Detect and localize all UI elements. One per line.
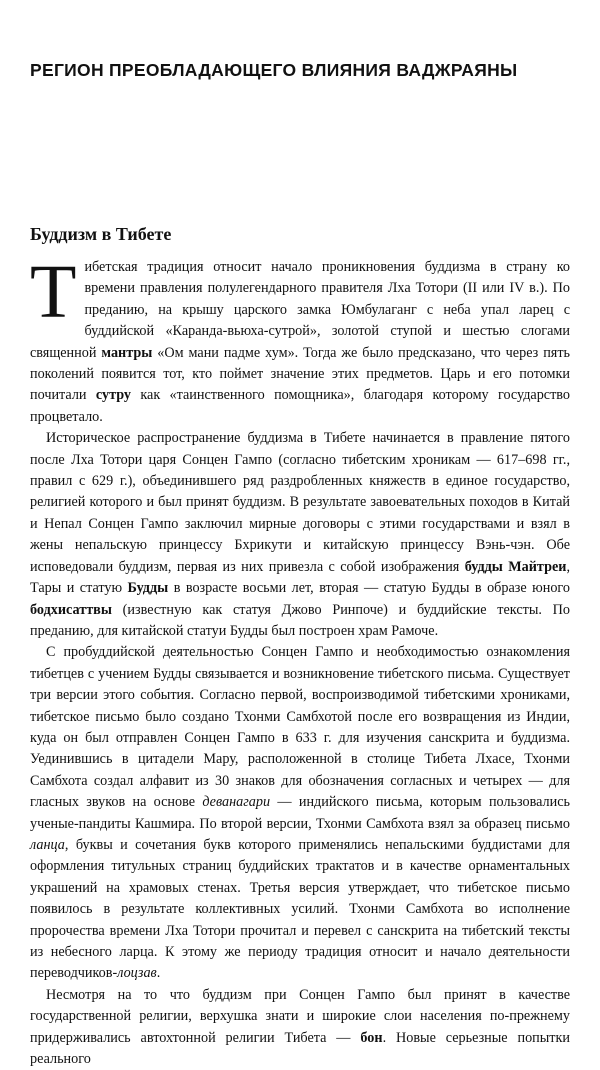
paragraph-1: Тибетская традиция относит начало проникновения буддизма в страну ко времени правления полулегендарного правителя Лха Тотори (II или IV в.). По преданию, на крышу царского замка Юмбулаганг с неба упал ларец с буддийской «Каранда-вьюха-сутрой», золотой ступой и шестью слогами священной мантры «Ом мани падме хум». Тогда же было предсказано, что через пять поколений появится тот, кто поймет значение этих предметов. Царь и его потомки почитали сутру как «таинственного помощника», благодаря которому государство процветало. xyxy=(30,250,571,425)
paragraph-4: Несмотря на то что буддизм при Сонцен Гампо был принят в качестве государственной религии, верхушка знати и широкие слои населения по-прежнему придерживались автохтонной религии Тибета — бон. Новые серьезные попытки реального xyxy=(30,986,570,1068)
term-sutra: сутру xyxy=(95,387,132,404)
paragraph-2: Историческое распространение буддизма в Тибете начинается в правление пятого после Лха Тотори царя Сонцен Гампо (согласно тибетским хроникам — 617–698 гг., правил с 629 г.), объединившего ряд раздробленных княжеств в единое государство, религией которого и был принят буддизм. В результате завоевательных походов в Китай и Непал Сонцен Гампо заключил мирные договоры с этими государствами и взял в жены непальскую принцессу Бхрикути и китайскую принцессу Вэнь-чэн. Обе исповедовали буддизм, первая из них привезла с собой изображения будды Майтреи, Тары и статую Будды в возрасте восьми лет, вторая — статую Будды в образе юного бодхисаттвы (известную как статуя Джово Ринпоче) и буддийские тексты. По преданию, для китайской статуи Будды был построен храм Рамоче. xyxy=(30,430,570,639)
drop-cap: Т xyxy=(30,250,77,334)
chapter-title: РЕГИОН ПРЕОБЛАДАЮЩЕГО ВЛИЯНИЯ ВАДЖРАЯНЫ xyxy=(30,60,518,80)
term-devanagari: деванагари xyxy=(202,794,271,811)
term-lotsawa: лоцзав xyxy=(117,965,157,982)
term-bodhisattva: бодхисаттвы xyxy=(30,601,112,618)
term-bon: бон xyxy=(360,1029,383,1046)
term-buddha: Будды xyxy=(127,580,169,597)
term-maitreya: будды Майтреи xyxy=(464,558,567,575)
body-text xyxy=(30,250,571,1070)
term-mantra: мантры xyxy=(101,344,153,361)
paragraph-3: С пробуддийской деятельностью Сонцен Гампо и необходимостью ознакомления тибетцев с учением Будды связывается и возникновение тибетского письма. Существует три версии этого события. Согласно первой, воспроизводимой тибетскими хрониками, тибетское письмо было создано Тхонми Самбхотой после его возвращения из Индии, куда он был отправлен Сонцен Гампо в 633 г. для изучения санскрита и буддизма. Уединившись в цитадели Мару, расположенной в столице Тибета Лхасе, Тхонми Самбхота создал алфавит из 30 знаков для обозначения согласных и четырех — для гласных звуков на основе деванагари — индийского письма, которым пользовались ученые-пандиты Кашмира. По второй версии, Тхонми Самбхота взял за образец письмо ланца, буквы и сочетания букв которого применялись непальскими буддистами для оформления титульных страниц буддийских трактатов и в качестве орнаментальных украшений на храмовых стенах. Третья версия утверждает, что тибетское письмо появилось в результате коллективных усилий. Тхонми Самбхота во исполнение пророчества времени Лха Тотори прочитал и перевел с санскрита на тибетский тексты из небесного ларца. К этому же периоду традиция относит и начало деятельности переводчиков-лоцзав. xyxy=(30,644,570,982)
term-lantsa: ланца xyxy=(30,836,65,853)
section-title: Буддизм в Тибете xyxy=(30,224,172,244)
